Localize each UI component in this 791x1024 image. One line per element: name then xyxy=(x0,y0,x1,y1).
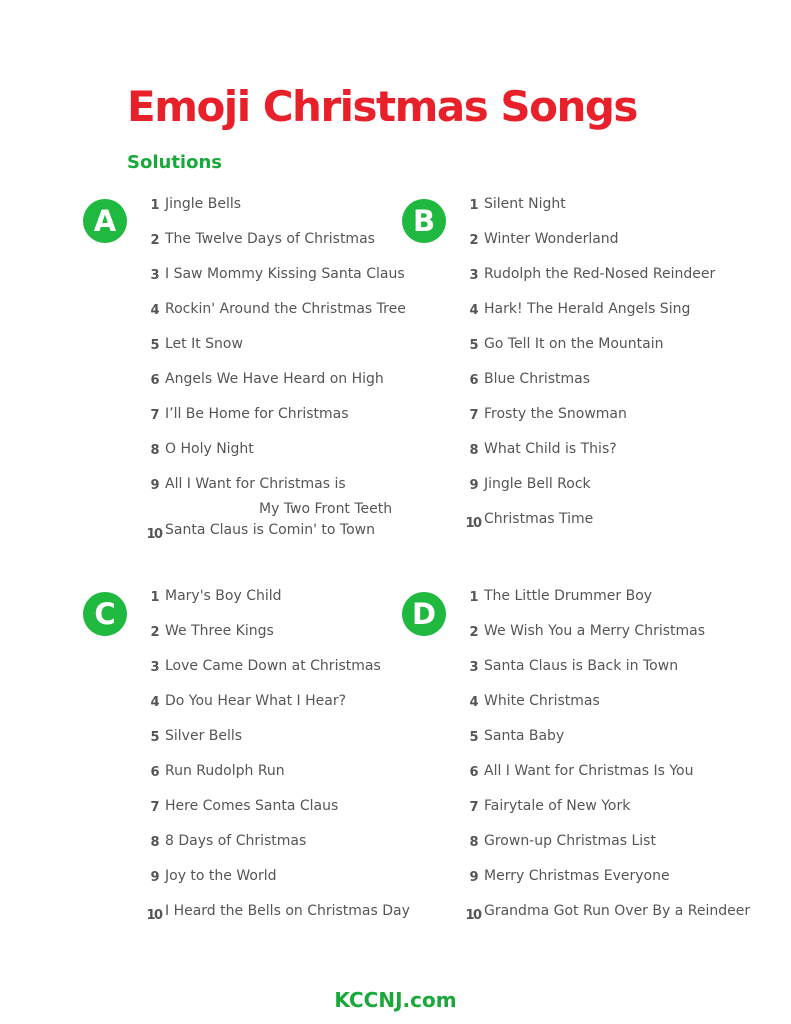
song-title: Joy to the World xyxy=(165,868,277,884)
item-number: 3 xyxy=(469,268,479,283)
song-title: Christmas Time xyxy=(484,511,594,527)
song-title: Fairytale of New York xyxy=(484,798,631,814)
song-title: Here Comes Santa Claus xyxy=(165,798,339,814)
item-number: 4 xyxy=(150,695,160,710)
song-title: All I Want for Christmas Is You xyxy=(484,763,694,779)
song-title: Love Came Down at Christmas xyxy=(165,658,381,674)
page-subtitle: Solutions xyxy=(127,152,222,173)
item-number: 1 xyxy=(150,590,160,605)
item-number: 10 xyxy=(465,908,481,923)
song-title-continuation: My Two Front Teeth xyxy=(259,501,393,517)
song-title: Santa Baby xyxy=(484,728,565,744)
song-title: Go Tell It on the Mountain xyxy=(484,336,664,352)
section-badge-a: A xyxy=(83,199,127,243)
item-number: 6 xyxy=(150,373,160,388)
item-number: 9 xyxy=(150,870,160,885)
song-title: Hark! The Herald Angels Sing xyxy=(484,301,691,317)
item-number: 6 xyxy=(469,765,479,780)
song-title: The Twelve Days of Christmas xyxy=(165,231,375,247)
item-number: 7 xyxy=(150,800,160,815)
song-title: Let It Snow xyxy=(165,336,243,352)
item-number: 10 xyxy=(465,516,481,531)
song-title: What Child is This? xyxy=(484,441,617,457)
song-title: Silent Night xyxy=(484,196,566,212)
song-title: Grandma Got Run Over By a Reindeer xyxy=(484,903,751,919)
song-title: I’ll Be Home for Christmas xyxy=(165,406,349,422)
song-title: Do You Hear What I Hear? xyxy=(165,693,347,709)
song-title: Run Rudolph Run xyxy=(165,763,285,779)
item-number: 4 xyxy=(469,695,479,710)
song-title: Santa Claus is Back in Town xyxy=(484,658,679,674)
item-number: 3 xyxy=(469,660,479,675)
song-title: 8 Days of Christmas xyxy=(165,833,307,849)
item-number: 7 xyxy=(150,408,160,423)
item-number: 8 xyxy=(150,443,160,458)
item-number: 10 xyxy=(146,527,162,542)
section-badge-d: D xyxy=(402,592,446,636)
item-number: 2 xyxy=(469,625,479,640)
item-number: 6 xyxy=(469,373,479,388)
item-number: 2 xyxy=(469,233,479,248)
item-number: 5 xyxy=(150,338,160,353)
song-title: Angels We Have Heard on High xyxy=(165,371,384,387)
item-number: 9 xyxy=(150,478,160,493)
song-title: Rudolph the Red-Nosed Reindeer xyxy=(484,266,716,282)
item-number: 10 xyxy=(146,908,162,923)
song-title: Winter Wonderland xyxy=(484,231,619,247)
song-title: White Christmas xyxy=(484,693,600,709)
item-number: 8 xyxy=(469,443,479,458)
song-title: We Three Kings xyxy=(165,623,274,639)
song-title: I Saw Mommy Kissing Santa Claus xyxy=(165,266,405,282)
section-badge-c: C xyxy=(83,592,127,636)
item-number: 9 xyxy=(469,478,479,493)
song-title: Mary's Boy Child xyxy=(165,588,282,604)
song-title: Frosty the Snowman xyxy=(484,406,627,422)
song-title: All I Want for Christmas is xyxy=(165,476,346,492)
item-number: 5 xyxy=(150,730,160,745)
item-number: 1 xyxy=(469,198,479,213)
item-number: 4 xyxy=(150,303,160,318)
item-number: 8 xyxy=(150,835,160,850)
item-number: 7 xyxy=(469,408,479,423)
item-number: 6 xyxy=(150,765,160,780)
song-title: I Heard the Bells on Christmas Day xyxy=(165,903,410,919)
song-title: Rockin' Around the Christmas Tree xyxy=(165,301,406,317)
item-number: 7 xyxy=(469,800,479,815)
page-title: Emoji Christmas Songs xyxy=(127,82,637,131)
item-number: 4 xyxy=(469,303,479,318)
song-title: Silver Bells xyxy=(165,728,243,744)
item-number: 9 xyxy=(469,870,479,885)
song-title: The Little Drummer Boy xyxy=(484,588,653,604)
item-number: 3 xyxy=(150,660,160,675)
item-number: 5 xyxy=(469,730,479,745)
item-number: 8 xyxy=(469,835,479,850)
item-number: 3 xyxy=(150,268,160,283)
song-title: Jingle Bells xyxy=(165,196,242,212)
footer-site-link[interactable]: KCCNJ.com xyxy=(334,988,457,1012)
item-number: 5 xyxy=(469,338,479,353)
song-title: Santa Claus is Comin' to Town xyxy=(165,522,375,538)
song-title: Jingle Bell Rock xyxy=(484,476,591,492)
song-title: O Holy Night xyxy=(165,441,254,457)
item-number: 1 xyxy=(469,590,479,605)
item-number: 1 xyxy=(150,198,160,213)
item-number: 2 xyxy=(150,233,160,248)
song-title: Blue Christmas xyxy=(484,371,591,387)
song-title: Merry Christmas Everyone xyxy=(484,868,670,884)
item-number: 2 xyxy=(150,625,160,640)
song-title: We Wish You a Merry Christmas xyxy=(484,623,706,639)
section-badge-b: B xyxy=(402,199,446,243)
song-title: Grown-up Christmas List xyxy=(484,833,656,849)
